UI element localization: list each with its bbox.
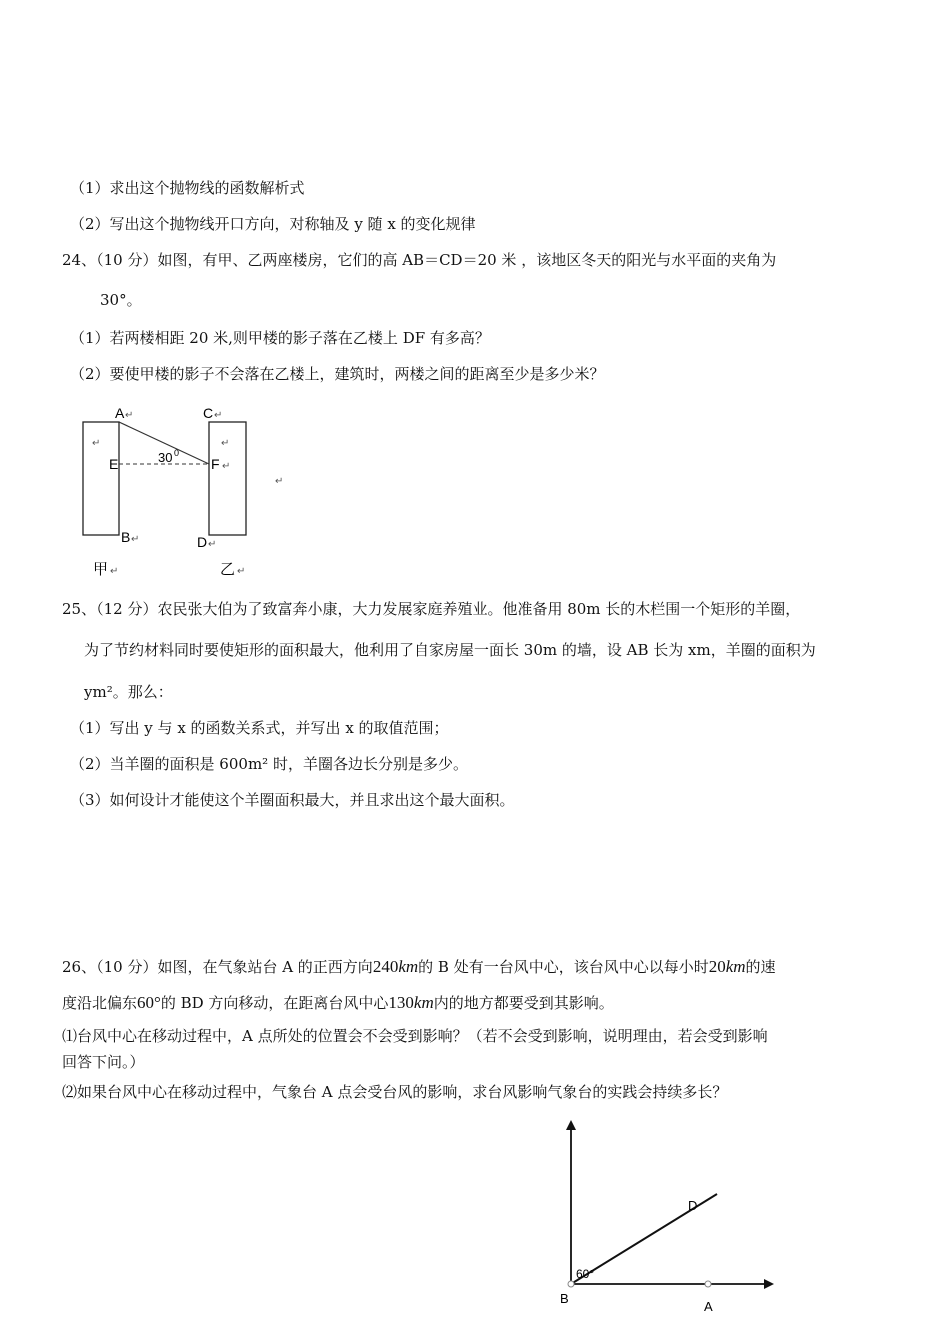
q26-speed-value: 20: [708, 957, 726, 976]
q26-text-line1: [62, 957, 776, 977]
q25-text-line3: ym²。那么：: [84, 683, 173, 701]
return-mark-jia-top: ↵: [92, 438, 101, 449]
q26-radius-unit: km: [413, 993, 434, 1012]
q26-line1-c: 的速: [745, 958, 776, 976]
q26-line2-a: 度沿北偏东: [62, 994, 138, 1012]
label-C: C: [203, 405, 214, 421]
q26-radius-value: 130: [388, 993, 414, 1012]
q26-line1-b: 的 B 处有一台风中心，该台风中心以每小时: [418, 958, 709, 976]
q26-line1-a: 26、（10 分）如图，在气象站台 A 的正西方向: [62, 958, 373, 976]
q25-part3: （3）如何设计才能使这个羊圈面积最大，并且求出这个最大面积。: [70, 791, 515, 809]
label-yi: 乙: [220, 560, 236, 578]
q23-part2: （2）写出这个抛物线开口方向，对称轴及 y 随 x 的变化规律: [70, 215, 476, 233]
label-A-fig26: A: [704, 1299, 713, 1314]
q25-text-line1: 25、（12 分）农民张大伯为了致富奔小康，大力发展家庭养殖业。他准备用 80m 长的木栏围一个矩形的羊圈，: [62, 600, 801, 618]
q25-part2: （2）当羊圈的面积是 600m² 时，羊圈各边长分别是多少。: [70, 755, 468, 773]
label-F: F: [211, 456, 220, 472]
q26-part1-line2: 回答下问。）: [62, 1053, 145, 1071]
q26-speed-unit: km: [725, 957, 746, 976]
angle-30-degree: 0: [174, 448, 180, 458]
angle-60-label: 60°: [576, 1267, 595, 1281]
return-mark-A: ↵: [125, 410, 134, 421]
return-mark-C: ↵: [214, 410, 223, 421]
q25-part1: （1）写出 y 与 x 的函数关系式，并写出 x 的取值范围；: [70, 719, 449, 737]
label-D: D: [197, 534, 208, 550]
q24-part1: （1）若两楼相距 20 米,则甲楼的影子落在乙楼上 DF 有多高？: [70, 329, 490, 347]
point-B: [568, 1281, 574, 1287]
q25-text-line2: 为了节约材料同时要使矩形的面积最大，他利用了自家房屋一面长 30m 的墙，设 AB 长为 xm，羊圈的面积为: [84, 641, 816, 659]
q26-part1-line1: ⑴台风中心在移动过程中，A 点所处的位置会不会受到影响？（若不会受到影响，说明理由，若会受到影响: [62, 1027, 768, 1045]
return-mark-F: ↵: [222, 461, 231, 472]
return-mark-yi-top: ↵: [221, 438, 230, 449]
q24-figure: [70, 398, 300, 583]
label-jia: 甲: [93, 560, 109, 578]
label-A: A: [115, 405, 125, 421]
q23-part1: （1）求出这个抛物线的函数解析式: [70, 179, 305, 197]
point-A: [705, 1281, 711, 1287]
q26-distance-unit: km: [398, 957, 419, 976]
label-E: E: [109, 456, 119, 472]
q26-text-line2: [62, 993, 614, 1013]
q26-distance-value: 240: [372, 957, 399, 976]
angle-30-label: 30: [158, 450, 173, 465]
q26-line2-c: 内的地方都要受到其影响。: [433, 994, 614, 1012]
return-mark-jia: ↵: [110, 566, 119, 577]
return-mark-D: ↵: [208, 539, 217, 550]
q26-angle-value: 60°: [137, 993, 161, 1012]
return-mark-right: ↵: [275, 476, 284, 487]
building-jia: [83, 422, 119, 535]
q24-text-line1: 24、（10 分）如图，有甲、乙两座楼房，它们的高 AB＝CD＝20 米 ，该地区冬天的阳光与水平面的夹角为: [62, 251, 777, 269]
label-B-fig26: B: [560, 1291, 569, 1306]
q24-text-line2: 30°。: [100, 291, 142, 309]
return-mark-yi: ↵: [237, 566, 246, 577]
q26-figure: [550, 1112, 790, 1322]
q24-part2: （2）要使甲楼的影子不会落在乙楼上，建筑时，两楼之间的距离至少是多少米？: [70, 365, 605, 383]
label-D-fig26: D: [688, 1198, 698, 1213]
return-mark-B: ↵: [131, 534, 140, 545]
q26-part2: ⑵如果台风中心在移动过程中，气象台 A 点会受台风的影响，求台风影响气象台的实践会持续多长？: [62, 1083, 728, 1101]
label-B: B: [121, 529, 131, 545]
q26-line2-b: 的 BD 方向移动，在距离台风中心: [160, 994, 389, 1012]
